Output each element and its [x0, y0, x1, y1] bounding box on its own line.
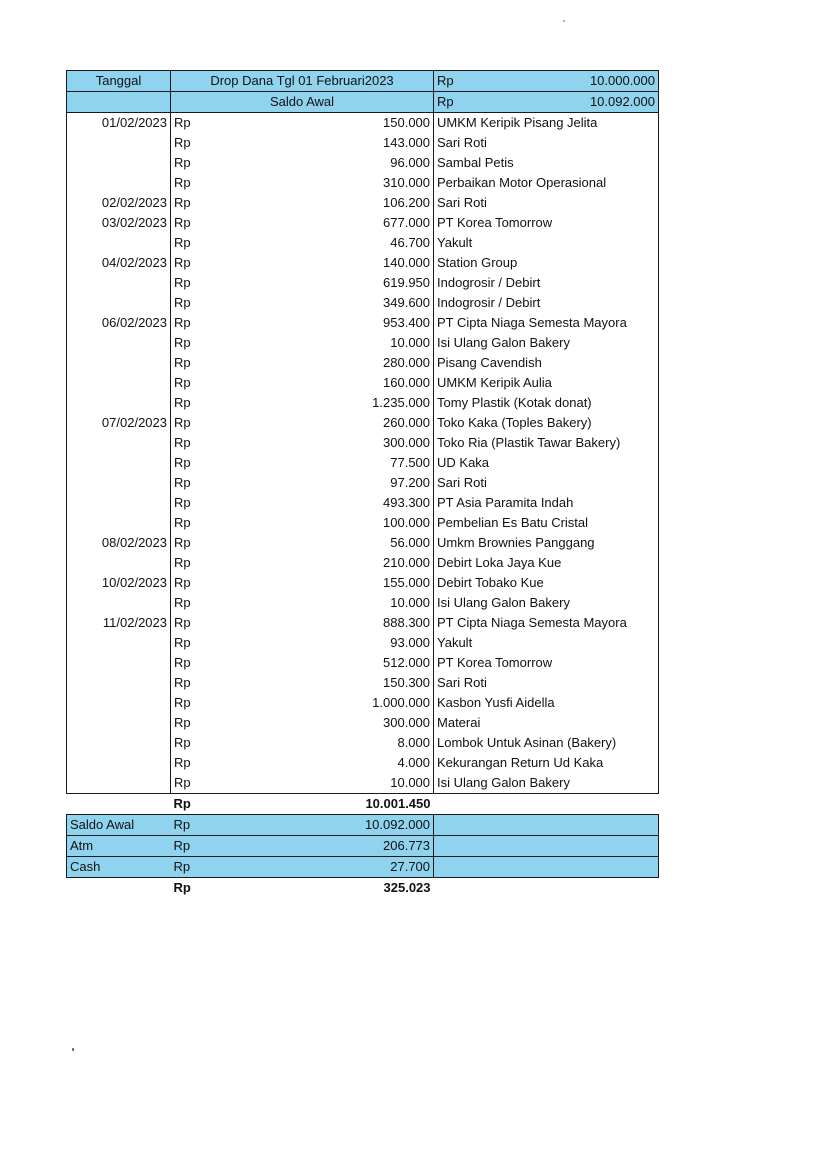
- row-currency: Rp: [174, 615, 191, 630]
- summary-currency: Rp: [171, 857, 211, 878]
- row-amount: 300.000: [211, 433, 434, 453]
- table-row: [67, 533, 659, 553]
- row-currency: Rp: [174, 415, 191, 430]
- summary-amount: 206.773: [211, 836, 434, 857]
- row-amount: 512.000: [211, 653, 434, 673]
- row-currency: Rp: [174, 655, 191, 670]
- table-row: [67, 713, 659, 733]
- row-currency: Rp: [174, 235, 191, 250]
- row-description: Toko Kaka (Toples Bakery): [434, 413, 659, 433]
- row-date: [67, 653, 171, 673]
- row-date: [67, 233, 171, 253]
- row-currency: Rp: [174, 375, 191, 390]
- row-currency: Rp: [174, 155, 191, 170]
- row-currency: Rp: [174, 295, 191, 310]
- table-row: [67, 253, 659, 273]
- row-currency: Rp: [174, 195, 191, 210]
- row-currency: Rp: [174, 595, 191, 610]
- summary-row: [67, 836, 659, 857]
- row-amount: 155.000: [211, 573, 434, 593]
- summary-empty-cell: [434, 836, 659, 857]
- table-row: [67, 613, 659, 633]
- row-date: [67, 553, 171, 573]
- row-currency: Rp: [174, 535, 191, 550]
- summary-amount: 27.700: [211, 857, 434, 878]
- row-currency: Rp: [174, 115, 191, 130]
- row-date: [67, 473, 171, 493]
- row-description: PT Cipta Niaga Semesta Mayora: [434, 313, 659, 333]
- summary-empty-cell: [434, 815, 659, 836]
- final-empty-cell: [67, 878, 171, 899]
- summary-label: Saldo Awal: [67, 815, 171, 836]
- row-description: Indogrosir / Debirt: [434, 273, 659, 293]
- table-row: [67, 373, 659, 393]
- table-row: [67, 673, 659, 693]
- row-amount: 10.000: [211, 333, 434, 353]
- row-date: [67, 433, 171, 453]
- row-date: [67, 273, 171, 293]
- row-date: [67, 673, 171, 693]
- summary-empty-cell: [434, 857, 659, 878]
- row-amount: 10.000: [211, 593, 434, 613]
- row-date: [67, 133, 171, 153]
- row-amount: 10.000: [211, 773, 434, 794]
- row-date: [67, 153, 171, 173]
- summary-amount: 10.092.000: [211, 815, 434, 836]
- drop-amount: 10.000.000: [475, 71, 659, 92]
- row-date: 11/02/2023: [67, 613, 171, 633]
- table-row: [67, 493, 659, 513]
- row-amount: 150.300: [211, 673, 434, 693]
- row-amount: 46.700: [211, 233, 434, 253]
- row-description: Isi Ulang Galon Bakery: [434, 333, 659, 353]
- row-date: [67, 393, 171, 413]
- row-currency: Rp: [174, 315, 191, 330]
- drop-rp: Rp: [434, 71, 475, 92]
- row-amount: 310.000: [211, 173, 434, 193]
- row-date: [67, 733, 171, 753]
- summary-currency: Rp: [171, 815, 211, 836]
- row-amount: 349.600: [211, 293, 434, 313]
- saldo-amount: 10.092.000: [475, 92, 659, 113]
- row-amount: 93.000: [211, 633, 434, 653]
- row-currency: Rp: [171, 773, 211, 794]
- row-currency: Rp: [174, 515, 191, 530]
- total-empty-cell: [434, 794, 659, 815]
- row-currency: Rp: [174, 215, 191, 230]
- row-amount: 210.000: [211, 553, 434, 573]
- row-description: Isi Ulang Galon Bakery: [434, 593, 659, 613]
- table-row: [67, 573, 659, 593]
- row-date: [67, 373, 171, 393]
- row-amount: 888.300: [211, 613, 434, 633]
- row-description: PT Korea Tomorrow: [434, 653, 659, 673]
- final-currency: Rp: [173, 880, 191, 895]
- row-description: Yakult: [434, 233, 659, 253]
- row-amount: 493.300: [211, 493, 434, 513]
- table-row: [67, 473, 659, 493]
- row-amount: 77.500: [211, 453, 434, 473]
- table-row: [67, 693, 659, 713]
- row-description: Sari Roti: [434, 673, 659, 693]
- expense-sheet: [66, 70, 658, 898]
- row-description: Pisang Cavendish: [434, 353, 659, 373]
- row-currency: Rp: [174, 335, 191, 350]
- row-description: UD Kaka: [434, 453, 659, 473]
- row-date: [67, 773, 171, 794]
- row-date: 02/02/2023: [67, 193, 171, 213]
- table-row: [67, 173, 659, 193]
- total-currency: Rp: [173, 796, 191, 811]
- row-currency: Rp: [174, 675, 191, 690]
- row-date: 01/02/2023: [67, 113, 171, 134]
- summary-label: Atm: [67, 836, 171, 857]
- row-date: 04/02/2023: [67, 253, 171, 273]
- table-row: [67, 313, 659, 333]
- row-currency: Rp: [174, 575, 191, 590]
- table-row: [67, 653, 659, 673]
- row-description: PT Korea Tomorrow: [434, 213, 659, 233]
- row-amount: 96.000: [211, 153, 434, 173]
- row-currency: Rp: [174, 135, 191, 150]
- row-date: [67, 513, 171, 533]
- row-description: Debirt Tobako Kue: [434, 573, 659, 593]
- row-date: [67, 333, 171, 353]
- table-row: [67, 293, 659, 313]
- total-amount: 10.001.450: [365, 796, 431, 811]
- table-row: [67, 593, 659, 613]
- table-row: [67, 113, 659, 134]
- row-description: UMKM Keripik Aulia: [434, 373, 659, 393]
- row-date: [67, 593, 171, 613]
- row-description: Station Group: [434, 253, 659, 273]
- summary-row: [67, 815, 659, 836]
- row-date: [67, 693, 171, 713]
- row-description: Toko Ria (Plastik Tawar Bakery): [434, 433, 659, 453]
- row-date: [67, 293, 171, 313]
- table-row: [67, 353, 659, 373]
- row-description: Sari Roti: [434, 193, 659, 213]
- row-date: [67, 353, 171, 373]
- row-date: 03/02/2023: [67, 213, 171, 233]
- row-currency: Rp: [174, 355, 191, 370]
- row-currency: Rp: [174, 635, 191, 650]
- final-amount: 325.023: [383, 880, 431, 895]
- row-description: Kasbon Yusfi Aidella: [434, 693, 659, 713]
- row-amount: 300.000: [211, 713, 434, 733]
- row-currency: Rp: [174, 475, 191, 490]
- row-description: Tomy Plastik (Kotak donat): [434, 393, 659, 413]
- table-row: [67, 433, 659, 453]
- row-amount: 677.000: [211, 213, 434, 233]
- table-row: [67, 513, 659, 533]
- summary-row: [67, 857, 659, 878]
- total-empty-cell: [67, 794, 171, 815]
- tanggal-header: Tanggal: [67, 71, 171, 92]
- table-row: [67, 633, 659, 653]
- row-description: Sari Roti: [434, 133, 659, 153]
- row-description: Umkm Brownies Panggang: [434, 533, 659, 553]
- table-row: [67, 393, 659, 413]
- row-description: Materai: [434, 713, 659, 733]
- saldo-awal-label: Saldo Awal: [171, 92, 434, 113]
- row-amount: 150.000: [211, 113, 434, 134]
- header-empty-cell: [67, 92, 171, 113]
- drop-dana-label: Drop Dana Tgl 01 Februari2023: [171, 71, 434, 92]
- row-date: 08/02/2023: [67, 533, 171, 553]
- row-amount: 1.000.000: [211, 693, 434, 713]
- row-date: [67, 453, 171, 473]
- row-description: Yakult: [434, 633, 659, 653]
- table-row: [67, 753, 659, 773]
- row-amount: 140.000: [211, 253, 434, 273]
- row-description: PT Cipta Niaga Semesta Mayora: [434, 613, 659, 633]
- row-amount: 1.235.000: [211, 393, 434, 413]
- row-amount: 953.400: [211, 313, 434, 333]
- row-currency: Rp: [174, 275, 191, 290]
- total-row: [67, 794, 659, 815]
- scan-speck: [563, 20, 565, 22]
- row-amount: 106.200: [211, 193, 434, 213]
- header-row-saldo: [67, 92, 659, 113]
- row-amount: 160.000: [211, 373, 434, 393]
- row-date: [67, 633, 171, 653]
- row-amount: 100.000: [211, 513, 434, 533]
- row-date: [67, 173, 171, 193]
- table-row: [67, 233, 659, 253]
- row-currency: Rp: [174, 175, 191, 190]
- row-description: Sambal Petis: [434, 153, 659, 173]
- row-currency: Rp: [174, 555, 191, 570]
- table-row: [67, 333, 659, 353]
- row-date: [67, 753, 171, 773]
- summary-label: Cash: [67, 857, 171, 878]
- row-date: 06/02/2023: [67, 313, 171, 333]
- table-row: [67, 193, 659, 213]
- header-row-drop: [67, 71, 659, 92]
- row-amount: 97.200: [211, 473, 434, 493]
- row-description: PT Asia Paramita Indah: [434, 493, 659, 513]
- table-row: [67, 133, 659, 153]
- table-row: [67, 153, 659, 173]
- final-empty-cell: [434, 878, 659, 899]
- row-currency: Rp: [174, 715, 191, 730]
- row-date: [67, 493, 171, 513]
- row-currency: Rp: [174, 695, 191, 710]
- saldo-rp: Rp: [434, 92, 475, 113]
- row-currency: Rp: [174, 395, 191, 410]
- row-amount: 619.950: [211, 273, 434, 293]
- scan-speck: [72, 1048, 74, 1051]
- table-row: [67, 733, 659, 753]
- row-description: Pembelian Es Batu Cristal: [434, 513, 659, 533]
- summary-currency: Rp: [171, 836, 211, 857]
- row-amount: 4.000: [211, 753, 434, 773]
- table-row: [67, 773, 659, 794]
- row-description: Kekurangan Return Ud Kaka: [434, 753, 659, 773]
- row-description: Debirt Loka Jaya Kue: [434, 553, 659, 573]
- table-row: [67, 413, 659, 433]
- row-description: UMKM Keripik Pisang Jelita: [434, 113, 659, 134]
- row-currency: Rp: [174, 735, 191, 750]
- row-currency: Rp: [174, 435, 191, 450]
- row-amount: 260.000: [211, 413, 434, 433]
- row-currency: Rp: [174, 495, 191, 510]
- row-date: 07/02/2023: [67, 413, 171, 433]
- table-row: [67, 453, 659, 473]
- row-currency: Rp: [174, 755, 191, 770]
- row-amount: 143.000: [211, 133, 434, 153]
- table-row: [67, 553, 659, 573]
- row-amount: 280.000: [211, 353, 434, 373]
- row-date: [67, 713, 171, 733]
- row-amount: 56.000: [211, 533, 434, 553]
- table-row: [67, 273, 659, 293]
- row-description: Isi Ulang Galon Bakery: [434, 773, 659, 794]
- row-currency: Rp: [174, 255, 191, 270]
- table-row: [67, 213, 659, 233]
- row-currency: Rp: [174, 455, 191, 470]
- expense-table: [66, 70, 659, 898]
- row-amount: 8.000: [211, 733, 434, 753]
- row-description: Sari Roti: [434, 473, 659, 493]
- row-date: 10/02/2023: [67, 573, 171, 593]
- final-balance-row: [67, 878, 659, 899]
- row-description: Lombok Untuk Asinan (Bakery): [434, 733, 659, 753]
- row-description: Perbaikan Motor Operasional: [434, 173, 659, 193]
- row-description: Indogrosir / Debirt: [434, 293, 659, 313]
